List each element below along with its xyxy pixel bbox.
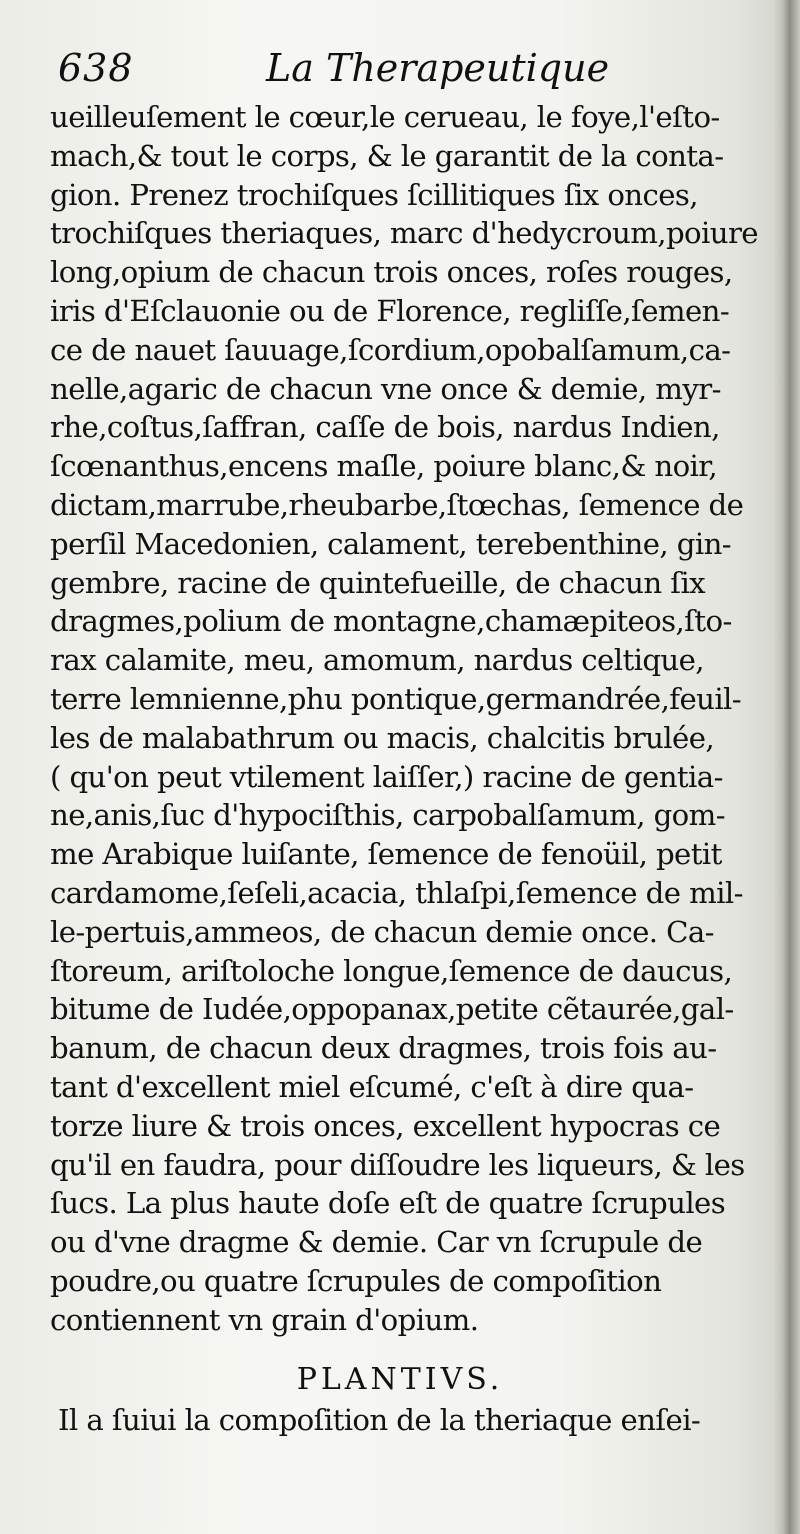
- text-line: trochiſques theriaques, marc d'hedycroum,poiure: [50, 216, 758, 251]
- text-line: rhe,coſtus,ſaffran, caſſe de bois, nardus Indien,: [50, 410, 720, 445]
- section-heading: PLANTIVS.: [296, 1362, 504, 1397]
- text-line: ſcœnanthus,encens maſle, poiure blanc,& noir,: [50, 449, 718, 484]
- text-line: long,opium de chacun trois onces, roſes rouges,: [50, 255, 733, 290]
- text-line: ſucs. La plus haute doſe eſt de quatre ſcrupules: [50, 1186, 726, 1221]
- text-line: ne,anis,ſuc d'hypociſthis, carpobalſamum, gom-: [50, 798, 725, 833]
- text-line: contiennent vn grain d'opium.: [50, 1302, 479, 1337]
- text-line: iris d'Eſclauonie ou de Florence, regliſſe,ſemen-: [50, 293, 730, 328]
- section-first-line: Il a ſuiui la compoſition de la theriaque enſei-: [58, 1403, 701, 1437]
- text-line: dragmes,polium de montagne,chamæpiteos,ſto-: [50, 604, 732, 639]
- text-line: mach,& tout le corps, & le garantit de la conta-: [50, 138, 724, 173]
- text-line: poudre,ou quatre ſcrupules de compoſition: [50, 1263, 662, 1298]
- text-line: nelle,agaric de chacun vne once & demie, myr-: [50, 371, 721, 406]
- page-header: [58, 46, 728, 106]
- text-line: me Arabique luiſante, ſemence de fenoüil, petit: [50, 837, 722, 872]
- text-line: tant d'excellent miel eſcumé, c'eſt à dire qua-: [50, 1069, 694, 1104]
- text-line: dictam,marrube,rheubarbe,ſtœchas, ſemence de: [50, 487, 744, 522]
- text-line: bitume de Iudée,oppopanax,petite cẽtaurée,gal-: [50, 992, 734, 1027]
- running-title: La Therapeutique: [266, 46, 610, 90]
- body-text: [50, 98, 758, 1340]
- text-line: gion. Prenez trochiſques ſcillitiques ſix onces,: [50, 177, 698, 212]
- page-number: 638: [58, 46, 134, 90]
- text-line: perſil Macedonien, calament, terebenthine, gin-: [50, 526, 732, 561]
- text-line: les de malabathrum ou macis, chalcitis brulée,: [50, 720, 715, 755]
- text-line: terre lemnienne,phu pontique,germandrée,feuil-: [50, 681, 742, 716]
- text-line: ( qu'on peut vtilement laiſſer,) racine de gentia-: [50, 759, 723, 794]
- text-line: ſtoreum, ariſtoloche longue,ſemence de daucus,: [50, 953, 733, 988]
- text-line: cardamome,ſeſeli,acacia, thlaſpi,ſemence de mil-: [50, 875, 743, 910]
- page-gutter-shadow: [774, 0, 800, 1534]
- text-line: rax calamite, meu, amomum, nardus celtique,: [50, 643, 704, 678]
- text-line: ueilleuſement le cœur,le cerueau, le foye,l'eſto-: [50, 100, 720, 134]
- text-line: gembre, racine de quintefueille, de chacun ſix: [50, 565, 706, 600]
- text-line: torze liure & trois onces, excellent hypocras ce: [50, 1108, 721, 1143]
- text-line: qu'il en faudra, pour diſſoudre les liqueurs, & les: [50, 1147, 745, 1182]
- text-line: le-pertuis,ammeos, de chacun demie once. Ca-: [50, 914, 714, 949]
- text-line: ce de nauet ſauuage,ſcordium,opobalſamum,ca-: [50, 332, 731, 367]
- text-line: ou d'vne dragme & demie. Car vn ſcrupule de: [50, 1225, 703, 1260]
- text-line: banum, de chacun deux dragmes, trois fois au-: [50, 1031, 717, 1066]
